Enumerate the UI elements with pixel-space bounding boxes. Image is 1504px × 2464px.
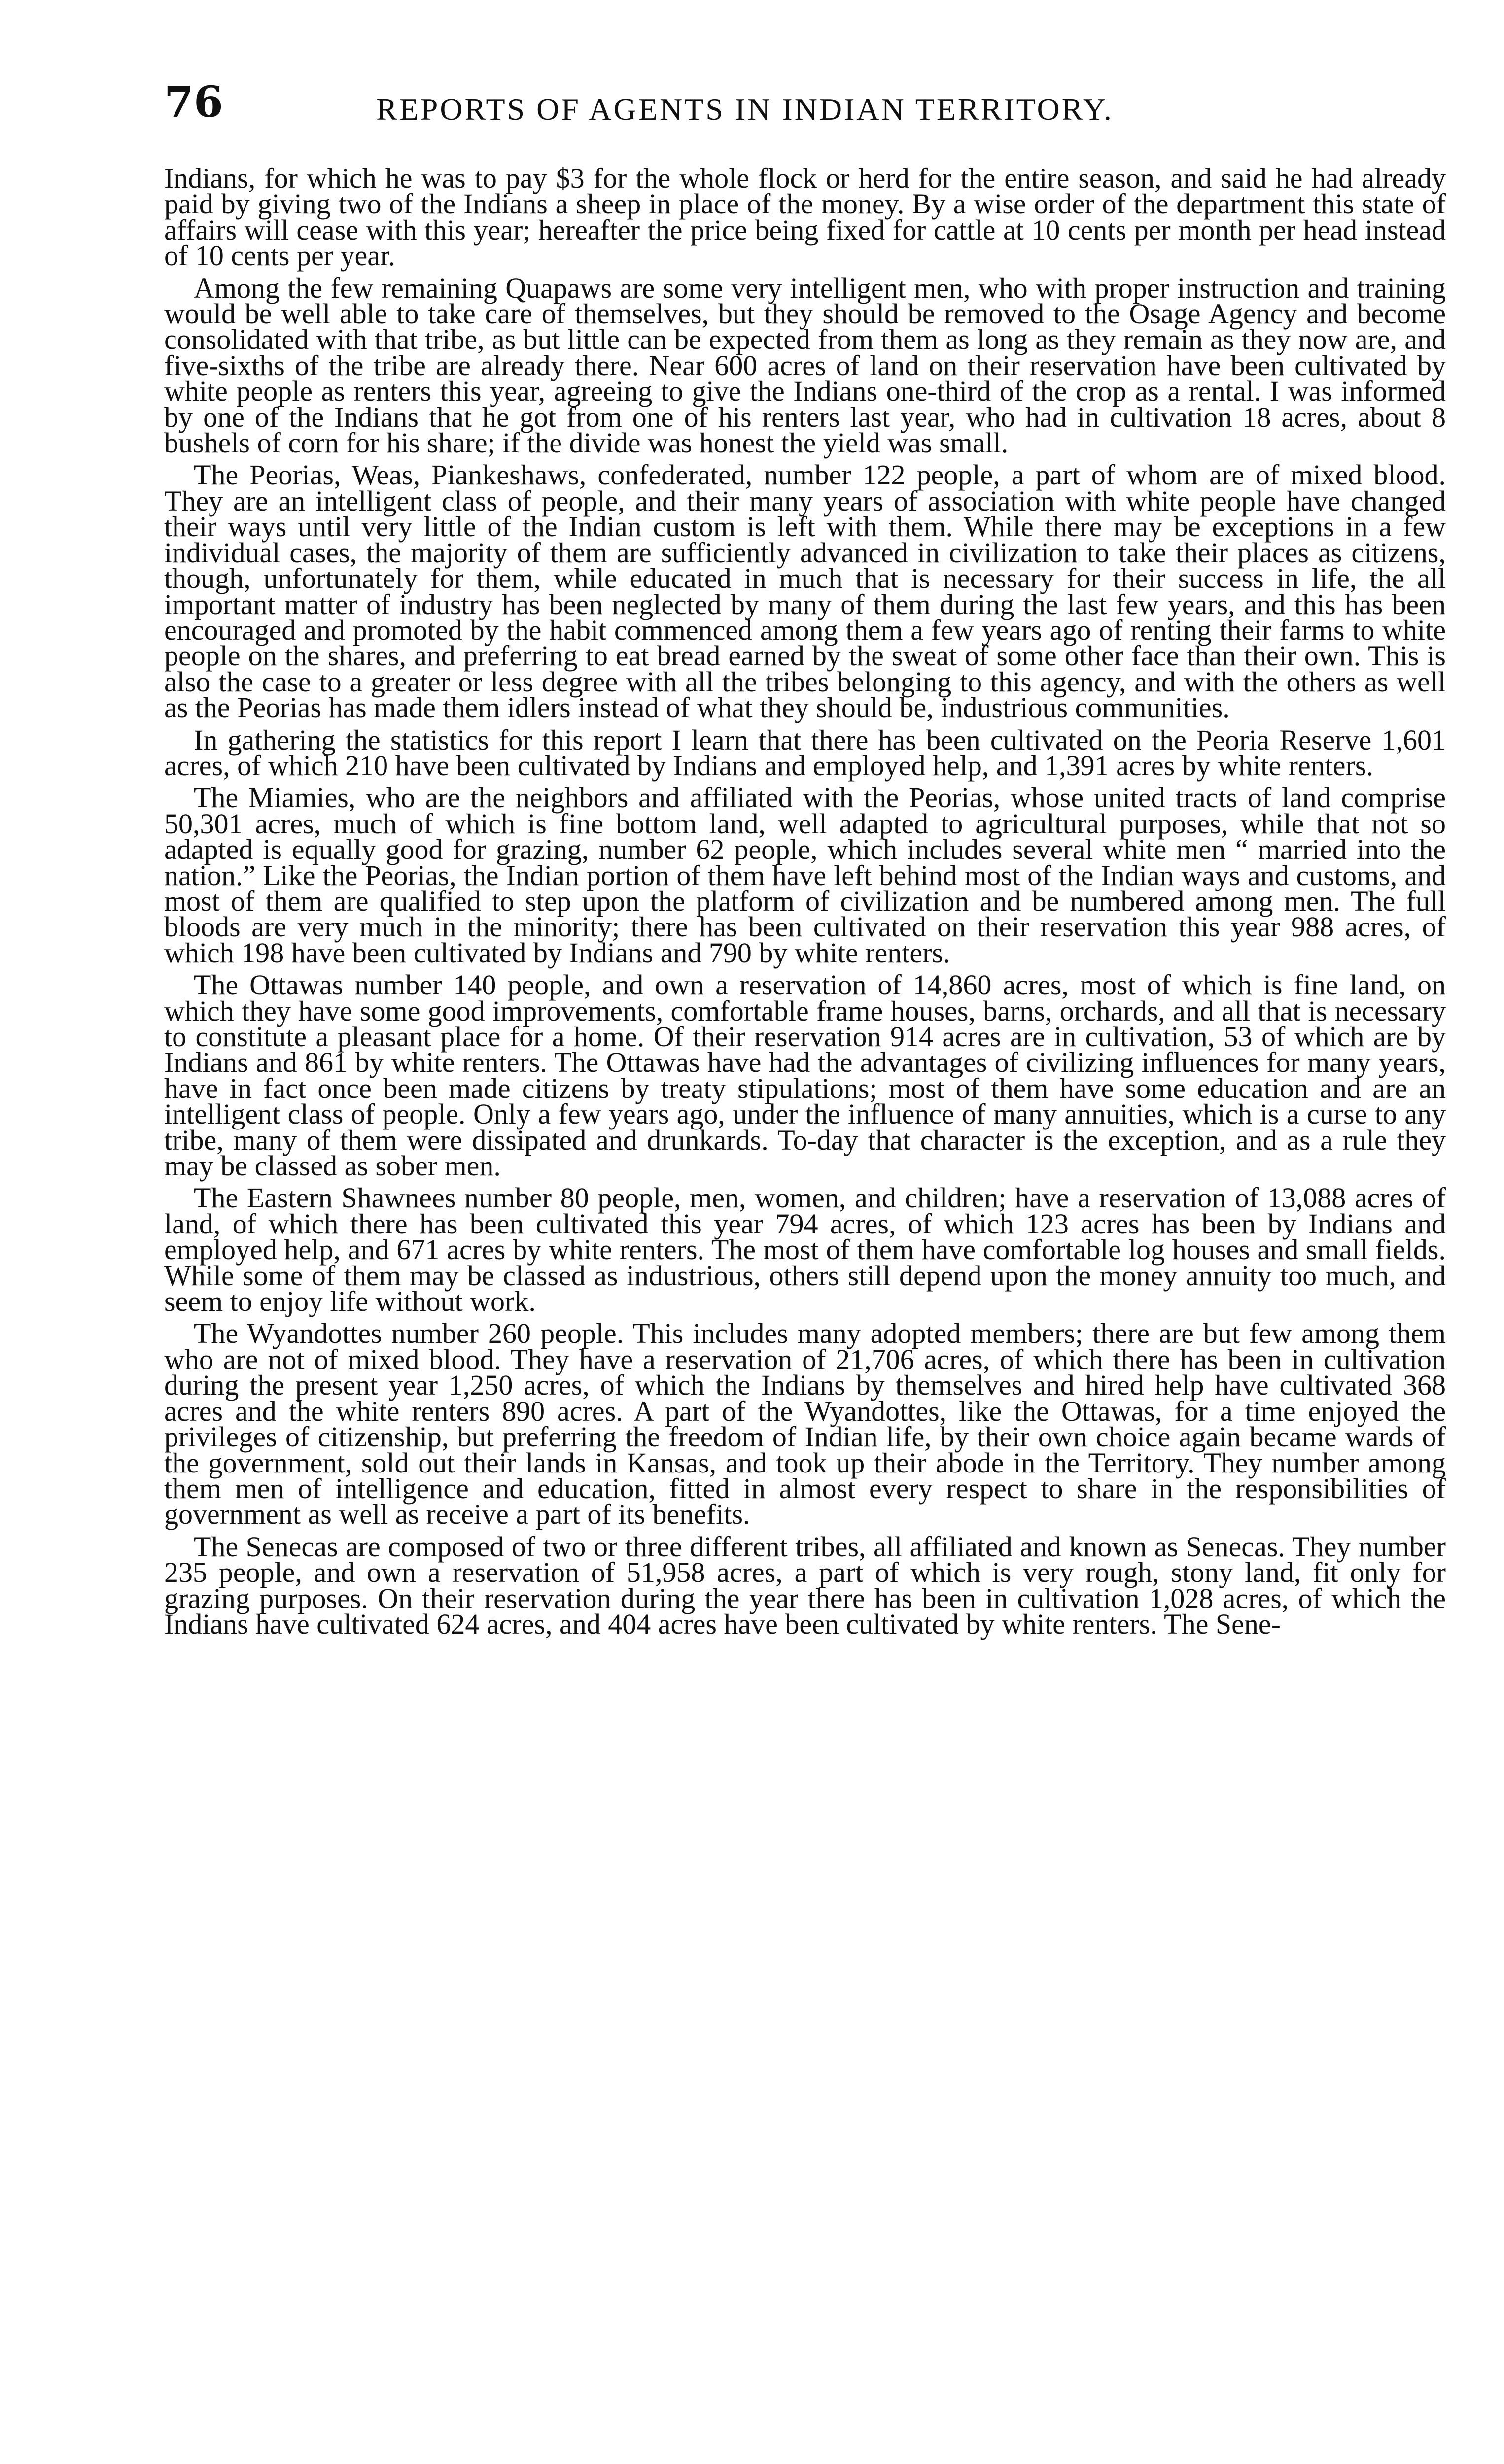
paragraph-quapaws: Among the few remaining Quapaws are some very intelligent men, who with proper instruction and training would be well able to take care of themselves, but they should be removed to the Osage Agency and become consolidated with that tribe, as but little can be expected from them as long as they remain as they now are, and five-sixths of the tribe are already there. Near 600 acres of land on their reservation have been cultivated by white people as renters this year, agreeing to give the Indians one-third of the crop as a rental. I was informed by one of the Indians that he got from one of his renters last year, who had in cultivation 18 acres, about 8 bushels of corn for his share; if the divide was honest the yield was small. <box>164 272 1446 459</box>
paragraph-peoria-statistics: In gathering the statistics for this report I learn that there has been cultivated on the Peoria Reserve 1,601 acres, of which 210 have been cultivated by Indians and employed help, and 1,391 acres by white renters. <box>164 723 1446 782</box>
paragraph-eastern-shawnees: The Eastern Shawnees number 80 people, men, women, and children; have a reservation of 13,088 acres of land, of which there has been cultivated this year 794 acres, of which 123 acres has been by Indians and employed help, and 671 acres by white renters. The most of them have comfortable log houses and small fields. While some of them may be classed as industrious, others still depend upon the money annuity too much, and seem to enjoy life without work. <box>164 1182 1446 1318</box>
paragraph-ottawas: The Ottawas number 140 people, and own a reservation of 14,860 acres, most of which is fine land, on which they have some good improvements, comfortable frame houses, barns, orchards, and all that is necessary to constitute a pleasant place for a home. Of their reservation 914 acres are in cultivation, 53 of which are by Indians and 861 by white renters. The Ottawas have had the advantages of civilizing influences for many years, have in fact once been made citizens by treaty stipulations; most of them have some education and are an intelligent class of people. Only a few years ago, under the influence of many annuities, which is a curse to any tribe, many of them were dissipated and drunkards. To-day that character is the exception, and as a rule they may be classed as sober men. <box>164 969 1446 1182</box>
paragraph-wyandottes: The Wyandottes number 260 people. This includes many adopted members; there are but few among them who are not of mixed blood. They have a reservation of 21,706 acres, of which there has been in cultivation during the present year 1,250 acres, of which the Indians by themselves and hired help have cultivated 368 acres and the white renters 890 acres. A part of the Wyandottes, like the Ottawas, for a time enjoyed the privileges of citizenship, but preferring the freedom of Indian life, by their own choice again became wards of the government, sold out their lands in Kansas, and took up their abode in the Territory. They number among them men of intelligence and education, fitted in almost every respect to share in the responsibilities of government as well as receive a part of its benefits. <box>164 1317 1446 1531</box>
paragraph-miamies: The Miamies, who are the neighbors and affiliated with the Peorias, whose united tracts of land comprise 50,301 acres, much of which is fine bottom land, well adapted to agricultural purposes, while that not so adapted is equally good for grazing, number 62 people, which includes several white men “ married into the nation.” Like the Peorias, the Indian portion of them have left behind most of the Indian ways and customs, and most of them are qualified to step upon the platform of civilization and be numbered among men. The full bloods are very much in the minority; there has been cultivated on their reservation this year 988 acres, of which 198 have been cultivated by Indians and 790 by white renters. <box>164 782 1446 969</box>
paragraph-continuation: Indians, for which he was to pay $3 for the whole flock or herd for the entire season, and said he had already paid by giving two of the Indians a sheep in place of the money. By a wise order of the department this state of affairs will cease with this year; hereafter the price being fixed for cattle at 10 cents per month per head instead of 10 cents per year. <box>164 162 1446 272</box>
paragraph-peorias: The Peorias, Weas, Piankeshaws, confederated, number 122 people, a part of whom are of mixed blood. They are an intelligent class of people, and their many years of association with white people have changed their ways until very little of the Indian custom is left with them. While there may be exceptions in a few individual cases, the majority of them are sufficiently advanced in civilization to take their places as citizens, though, unfortunately for them, while educated in much that is necessary for their success in life, the all important matter of industry has been neglected by many of them during the last few years, and this has been encouraged and promoted by the habit commenced among them a few years ago of renting their farms to white people on the shares, and preferring to eat bread earned by the sweat of some other face than their own. This is also the case to a greater or less degree with all the tribes belonging to this agency, and with the others as well as the Peorias has made them idlers instead of what they should be, industrious communities. <box>164 459 1446 724</box>
running-title: REPORTS OF AGENTS IN INDIAN TERRITORY. <box>376 92 1114 127</box>
page-number: 76 <box>164 77 223 127</box>
paragraph-senecas: The Senecas are composed of two or three different tribes, all affiliated and known as Senecas. They number 235 people, and own a reservation of 51,958 acres, a part of which is very rough, stony land, fit only for grazing purposes. On their reservation during the year there has been in cultivation 1,028 acres, of which the Indians have cultivated 624 acres, and 404 acres have been cultivated by white renters. The Sene- <box>164 1530 1446 1640</box>
page-header <box>164 73 1446 132</box>
body-text <box>164 162 1446 1643</box>
